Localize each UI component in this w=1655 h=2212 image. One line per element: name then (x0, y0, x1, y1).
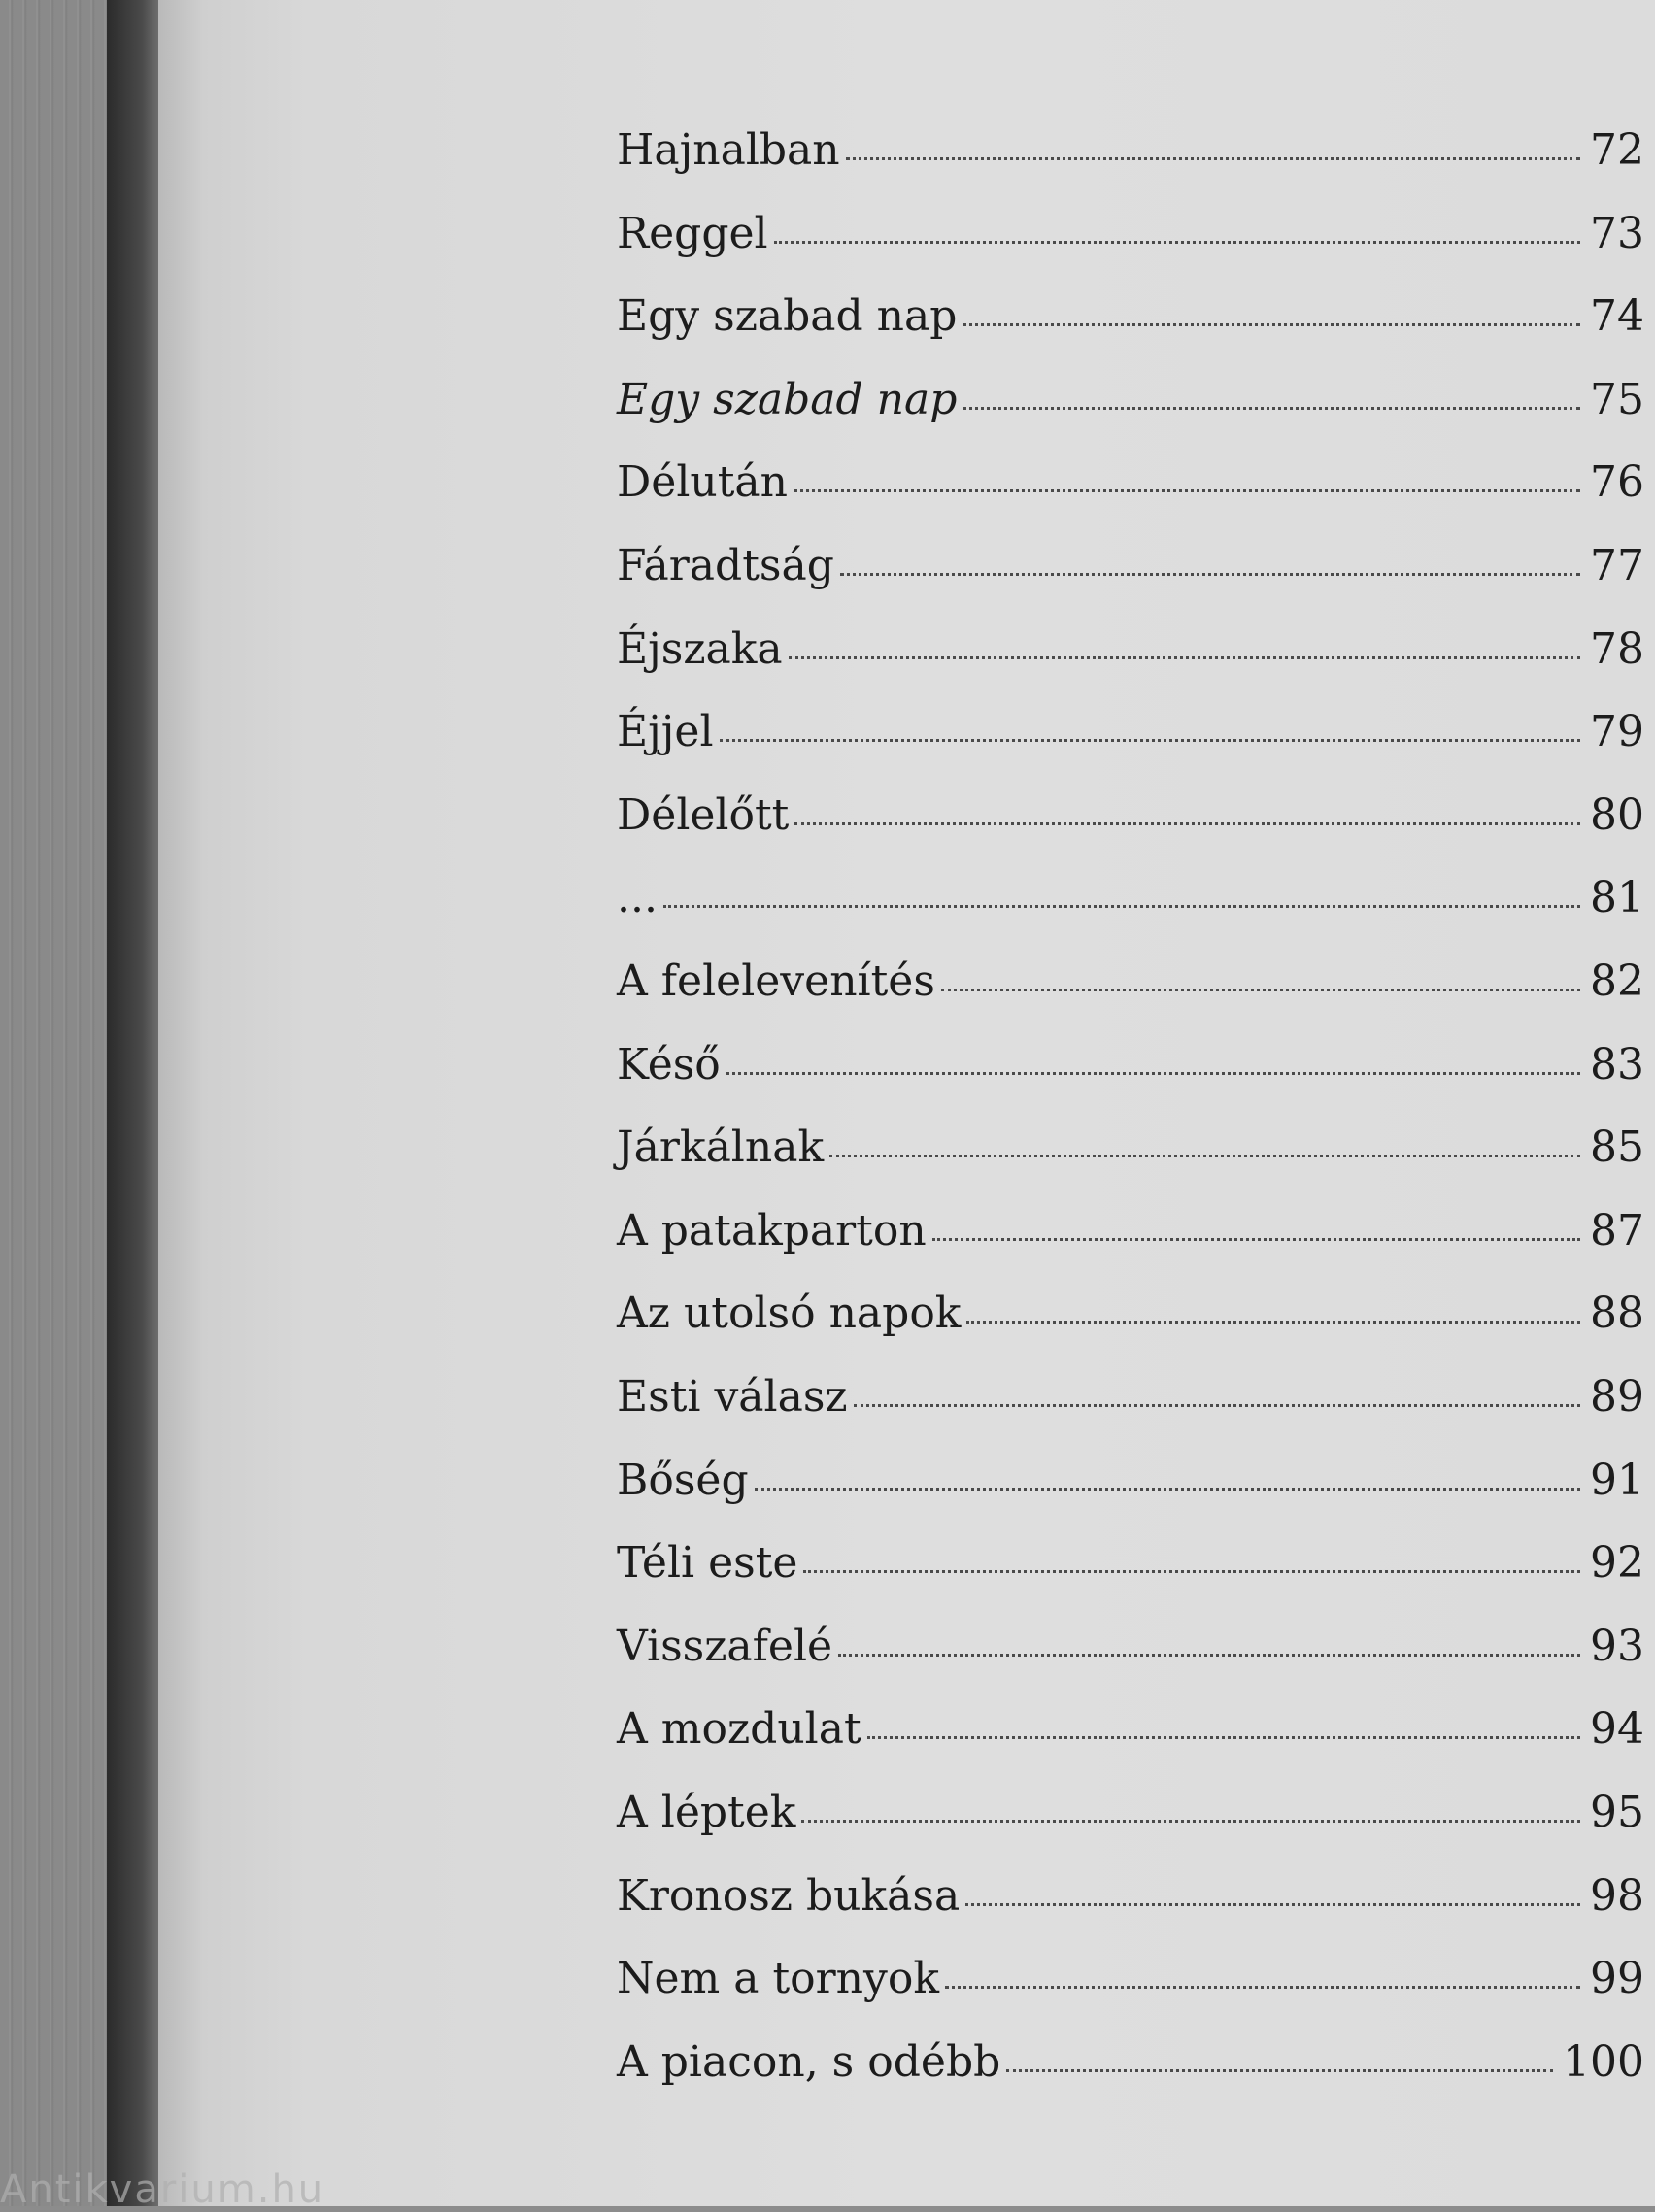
toc-entry-title: Bőség (617, 1456, 749, 1505)
dot-leader (789, 656, 1580, 659)
dot-leader (829, 1155, 1580, 1157)
toc-entry-page-number: 81 (1590, 873, 1644, 922)
toc-entry-title: Fáradtság (617, 541, 834, 590)
toc-entry (617, 1771, 1644, 1855)
toc-entry (617, 1023, 1644, 1107)
toc-entry-page-number: 80 (1590, 790, 1644, 840)
toc-entry-page-number: 77 (1590, 541, 1644, 590)
toc-entry-title: ... (617, 873, 658, 922)
toc-entry-page-number: 72 (1590, 125, 1644, 175)
toc-entry (617, 192, 1644, 276)
toc-entry (617, 1272, 1644, 1356)
dot-leader (941, 989, 1580, 991)
dot-leader (867, 1736, 1580, 1739)
toc-entry-title: Délután (617, 457, 788, 507)
toc-entry-page-number: 88 (1590, 1289, 1644, 1338)
toc-entry (617, 275, 1644, 358)
dot-leader (963, 323, 1580, 326)
toc-entry-title: A mozdulat (617, 1704, 861, 1754)
toc-entry (617, 1937, 1644, 2021)
toc-entry (617, 1522, 1644, 1605)
toc-entry-page-number: 73 (1590, 209, 1644, 258)
toc-entry-page-number: 98 (1590, 1871, 1644, 1921)
watermark: Antikvarium.hu (0, 2167, 325, 2212)
book-page (158, 0, 1655, 2206)
toc-entry (617, 1190, 1644, 1273)
toc-entry-page-number: 99 (1590, 1954, 1644, 2003)
toc-entry-page-number: 82 (1590, 956, 1644, 1006)
toc-entry-title: A felelevenítés (617, 956, 935, 1006)
dot-leader (966, 1321, 1580, 1324)
dot-leader (854, 1404, 1580, 1407)
toc-entry-title: Esti válasz (617, 1372, 848, 1422)
toc-entry (617, 940, 1644, 1023)
toc-entry-page-number: 93 (1590, 1622, 1644, 1671)
toc-entry-title: Nem a tornyok (617, 1954, 940, 2003)
dot-leader (794, 822, 1580, 825)
dot-leader (755, 1488, 1580, 1491)
toc-entry-page-number: 83 (1590, 1040, 1644, 1089)
toc-entry (617, 1106, 1644, 1190)
toc-entry-title: Visszafelé (617, 1622, 833, 1671)
dot-leader (932, 1238, 1580, 1241)
toc-entry (617, 524, 1644, 608)
toc-entry (617, 690, 1644, 774)
toc-entry-page-number: 78 (1590, 624, 1644, 674)
toc-entry-page-number: 89 (1590, 1372, 1644, 1422)
toc-entry (617, 1439, 1644, 1523)
dot-leader (963, 407, 1580, 410)
toc-entry (617, 441, 1644, 524)
toc-entry-title: Járkálnak (617, 1123, 825, 1172)
toc-entry-title: Egy szabad nap (617, 291, 958, 341)
toc-entry-title: Téli este (617, 1538, 798, 1588)
toc-entry-title: Kronosz bukása (617, 1871, 961, 1921)
dot-leader (838, 1654, 1580, 1657)
toc-entry-title: A patakparton (617, 1206, 927, 1256)
toc-entry-title: Délelőtt (617, 790, 790, 840)
toc-entry-page-number: 87 (1590, 1206, 1644, 1256)
dot-leader (945, 1986, 1580, 1989)
dot-leader (726, 1072, 1580, 1075)
toc-entry (617, 2021, 1644, 2104)
toc-entry-title: Egy szabad nap (617, 375, 958, 424)
toc-entry (617, 109, 1644, 192)
page-edge-shadow (107, 0, 165, 2206)
toc-entry-title: Az utolsó napok (617, 1289, 962, 1338)
toc-entry (617, 1605, 1644, 1689)
toc-entry-title: A piacon, s odébb (617, 2037, 1001, 2087)
toc-entry-title: Reggel (617, 209, 768, 258)
toc-entry-page-number: 76 (1590, 457, 1644, 507)
toc-entry (617, 1855, 1644, 1938)
toc-entry-title: Késő (617, 1040, 721, 1089)
dot-leader (794, 489, 1580, 492)
toc-entry (617, 1356, 1644, 1439)
toc-entry-title: Éjjel (617, 707, 714, 756)
dot-leader (1006, 2069, 1553, 2072)
toc-entry-page-number: 95 (1590, 1788, 1644, 1837)
toc-entry (617, 608, 1644, 691)
toc-entry-page-number: 94 (1590, 1704, 1644, 1754)
dot-leader (965, 1903, 1580, 1906)
dot-leader (774, 241, 1580, 244)
toc-entry (617, 856, 1644, 940)
toc-entry-page-number: 91 (1590, 1456, 1644, 1505)
toc-entry-page-number: 85 (1590, 1123, 1644, 1172)
toc-entry-title: Hajnalban (617, 125, 840, 175)
toc-entry-page-number: 79 (1590, 707, 1644, 756)
dot-leader (720, 739, 1580, 742)
toc-entry (617, 774, 1644, 857)
toc-entry-page-number: 74 (1590, 291, 1644, 341)
dot-leader (663, 905, 1580, 908)
toc-entry (617, 358, 1644, 442)
toc-entry-title: A léptek (617, 1788, 796, 1837)
toc-entry-title: Éjszaka (617, 624, 783, 674)
dot-leader (801, 1820, 1580, 1823)
dot-leader (840, 573, 1580, 576)
toc-entry-page-number: 92 (1590, 1538, 1644, 1588)
dot-leader (803, 1570, 1580, 1573)
toc-entry-page-number: 75 (1590, 375, 1644, 424)
dot-leader (846, 157, 1580, 160)
toc-entry (617, 1688, 1644, 1771)
toc-entry-page-number: 100 (1563, 2037, 1644, 2087)
